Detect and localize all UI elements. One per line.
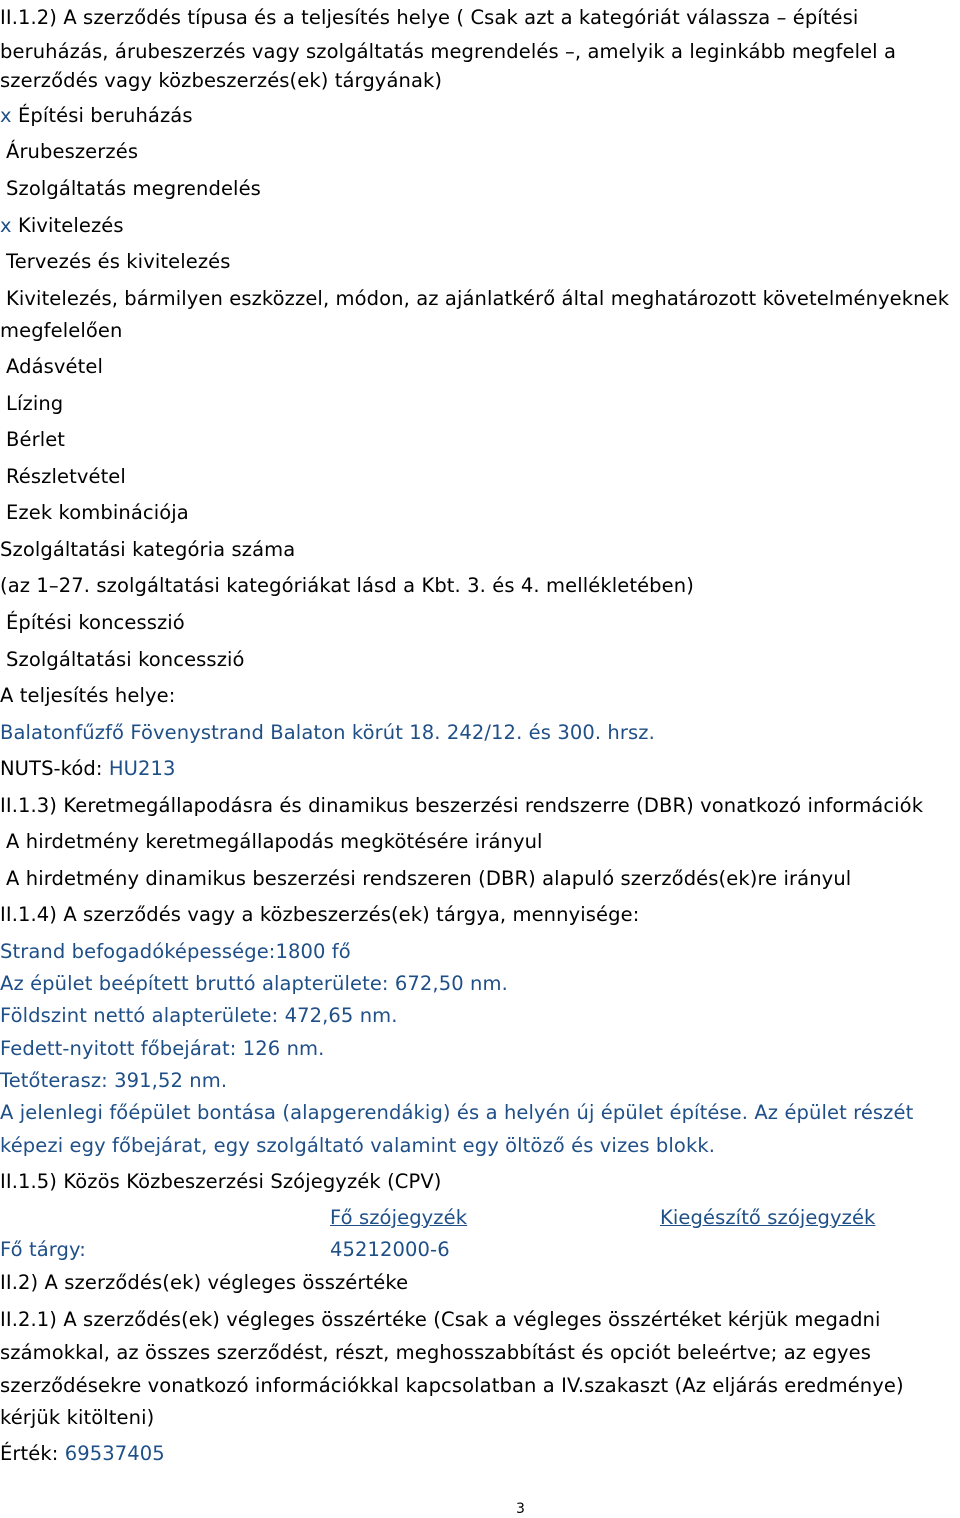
teljesites-helye-label: A teljesítés helye: [0, 684, 176, 707]
targy-line: Tetőterasz: 391,52 nm. [0, 1069, 228, 1092]
section-heading-ii-2: II.2) A szerződés(ek) végleges összértéke [0, 1271, 409, 1294]
section-heading-ii-1-5: II.1.5) Közös Közbeszerzési Szójegyzék (CPV) [0, 1170, 442, 1193]
nuts-kod [0, 757, 176, 781]
option-szolgaltatas-megrendeles: Szolgáltatás megrendelés [6, 177, 261, 200]
option-reszletvetel: Részletvétel [6, 465, 126, 488]
option-label: Építési beruházás [17, 104, 193, 127]
targy-line: Strand befogadóképessége:1800 fő [0, 940, 351, 963]
targy-line: képezi egy főbejárat, egy szolgáltató valamint egy öltöző és vizes blokk. [0, 1134, 716, 1157]
cpv-col-fo-szojegyzek: Fő szójegyzék [330, 1206, 468, 1229]
targy-line: A jelenlegi főépület bontása (alapgerendákig) és a helyén új épület építése. Az épület részét [0, 1101, 914, 1124]
page-number: 3 [516, 1501, 525, 1517]
section-heading-ii-2-1-cont: számokkal, az összes szerződést, részt, meghosszabbítást és opciót beleértve; az egyes [0, 1341, 871, 1364]
cpv-fo-targy-value: 45212000-6 [330, 1238, 450, 1261]
section-heading-ii-2-1-cont: szerződésekre vonatkozó információkkal kapcsolatban a IV.szakaszt (Az eljárás eredménye) [0, 1374, 904, 1397]
selected-mark: x [0, 214, 12, 237]
section-heading-ii-2-1: II.2.1) A szerződés(ek) végleges összértéke (Csak a végleges összértéket kérjük megadni [0, 1308, 881, 1331]
nuts-kod-label: NUTS-kód: [0, 757, 109, 780]
teljesites-helye-value: Balatonfűzfő Fövenystrand Balaton körút 18. 242/12. és 300. hrsz. [0, 721, 655, 744]
option-szolgaltatasi-koncesszio: Szolgáltatási koncesszió [6, 648, 245, 671]
option-tervezes-es-kivitelezes: Tervezés és kivitelezés [6, 250, 231, 273]
section-heading-ii-2-1-cont: kérjük kitölteni) [0, 1406, 155, 1429]
option-lizing: Lízing [6, 392, 64, 415]
nuts-kod-value: HU213 [108, 757, 176, 780]
option-keretmegallapodas: A hirdetmény keretmegállapodás megkötésére irányul [6, 830, 543, 853]
section-heading-ii-1-3: II.1.3) Keretmegállapodásra és dinamikus beszerzési rendszerre (DBR) vonatkozó információk [0, 794, 924, 817]
cpv-col-kiegeszito-szojegyzek: Kiegészítő szójegyzék [660, 1206, 876, 1229]
option-ezek-kombinacioja: Ezek kombinációja [6, 501, 189, 524]
option-kivitelezes-barmilyen-cont: megfelelően [0, 319, 123, 342]
szolgaltatasi-kategoria-label: Szolgáltatási kategória száma [0, 538, 296, 561]
option-label: Kivitelezés [17, 214, 124, 237]
option-kivitelezes-barmilyen: Kivitelezés, bármilyen eszközzel, módon, az ajánlatkérő által meghatározott követelményeknek [6, 287, 950, 310]
option-epitesi-beruhazas [0, 104, 193, 128]
cpv-fo-targy-label: Fő tárgy: [0, 1238, 86, 1261]
targy-line: Az épület beépített bruttó alapterülete: 672,50 nm. [0, 972, 508, 995]
targy-line: Földszint nettó alapterülete: 472,65 nm. [0, 1004, 398, 1027]
ertek [0, 1442, 165, 1466]
section-heading-ii-1-2-cont: szerződés vagy közbeszerzés(ek) tárgyának) [0, 69, 443, 92]
ertek-value: 69537405 [64, 1442, 165, 1465]
section-heading-ii-1-2-cont: beruházás, árubeszerzés vagy szolgáltatás megrendelés –, amelyik a leginkább megfelel a [0, 40, 897, 63]
targy-line: Fedett-nyitott főbejárat: 126 nm. [0, 1037, 325, 1060]
section-heading-ii-1-2: II.1.2) A szerződés típusa és a teljesítés helye ( Csak azt a kategóriát válassza – építési [0, 6, 859, 29]
selected-mark: x [0, 104, 12, 127]
option-kivitelezes [0, 214, 124, 238]
option-berlet: Bérlet [6, 428, 66, 451]
option-adasvetel: Adásvétel [6, 355, 103, 378]
option-arubeszerzes: Árubeszerzés [6, 140, 139, 163]
option-epitesi-koncesszio: Építési koncesszió [6, 611, 185, 634]
ertek-label: Érték: [0, 1442, 65, 1465]
section-heading-ii-1-4: II.1.4) A szerződés vagy a közbeszerzés(ek) tárgya, mennyisége: [0, 903, 640, 926]
szolgaltatasi-kategoria-note: (az 1–27. szolgáltatási kategóriákat lásd a Kbt. 3. és 4. mellékletében) [0, 574, 694, 597]
option-dbr: A hirdetmény dinamikus beszerzési rendszeren (DBR) alapuló szerződés(ek)re irányul [6, 867, 852, 890]
